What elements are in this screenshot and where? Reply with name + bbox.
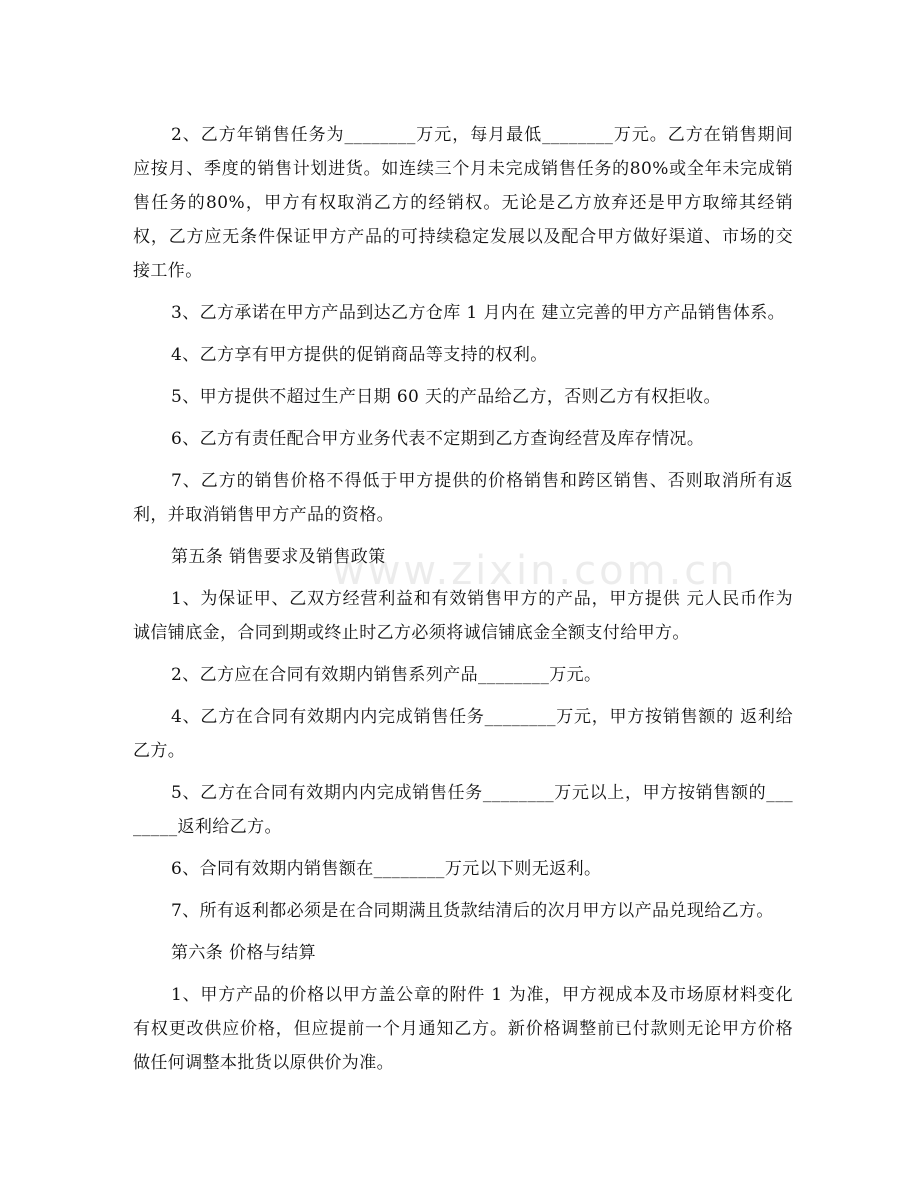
article-6-heading: 第六条 价格与结算 — [171, 943, 317, 963]
clause-4-item-5: 5、甲方提供不超过生产日期 60 天的产品给乙方，否则乙方有权拒收。 — [171, 387, 721, 407]
clause-4-item-6: 6、乙方有责任配合甲方业务代表不定期到乙方查询经营及库存情况。 — [171, 429, 705, 449]
watermark-text: www.zixin.com.cn — [332, 548, 738, 594]
article-6-item-1: 1、甲方产品的价格以甲方盖公章的附件 1 为准，甲方视成本及市场原材料变化有权更改供应价格，但应提前一个月通知乙方。新价格调整前已付款则无论甲方价格做任何调整本批货以原供价为准。 — [133, 985, 793, 1073]
article-5-item-7: 7、所有返利都必须是在合同期满且货款结清后的次月甲方以产品兑现给乙方。 — [171, 901, 774, 921]
clause-4-item-4: 4、乙方享有甲方提供的促销商品等支持的权利。 — [171, 345, 548, 365]
document-body — [133, 118, 793, 1088]
clause-4-item-7: 7、乙方的销售价格不得低于甲方提供的价格销售和跨区销售、否则取消所有返利，并取消销售甲方产品的资格。 — [133, 471, 793, 525]
article-5-item-4: 4、乙方在合同有效期内内完成销售任务________万元，甲方按销售额的 返利给乙方。 — [133, 707, 793, 761]
clause-4-item-3: 3、乙方承诺在甲方产品到达乙方仓库 1 月内在 建立完善的甲方产品销售体系。 — [171, 303, 786, 323]
article-5-item-1: 1、为保证甲、乙双方经营利益和有效销售甲方的产品，甲方提供 元人民币作为诚信铺底金，合同到期或终止时乙方必须将诚信铺底金全额支付给甲方。 — [133, 589, 793, 643]
article-5-item-5: 5、乙方在合同有效期内内完成销售任务________万元以上，甲方按销售额的________返利给乙方。 — [133, 783, 793, 837]
article-5-item-2: 2、乙方应在合同有效期内销售系列产品________万元。 — [171, 665, 602, 685]
article-5-item-6: 6、合同有效期内销售额在________万元以下则无返利。 — [171, 859, 602, 879]
clause-4-item-2: 2、乙方年销售任务为________万元，每月最低________万元。乙方在销售期间应按月、季度的销售计划进货。如连续三个月未完成销售任务的80%或全年未完成销售任务的80%，甲方有权取消乙方的经销权。无论是乙方放弃还是甲方取缔其经销权，乙方应无条件保证甲方产品的可持续稳定发展以及配合甲方做好渠道、市场的交接工作。 — [133, 125, 793, 281]
article-5-heading: 第五条 销售要求及销售政策 — [171, 547, 386, 567]
